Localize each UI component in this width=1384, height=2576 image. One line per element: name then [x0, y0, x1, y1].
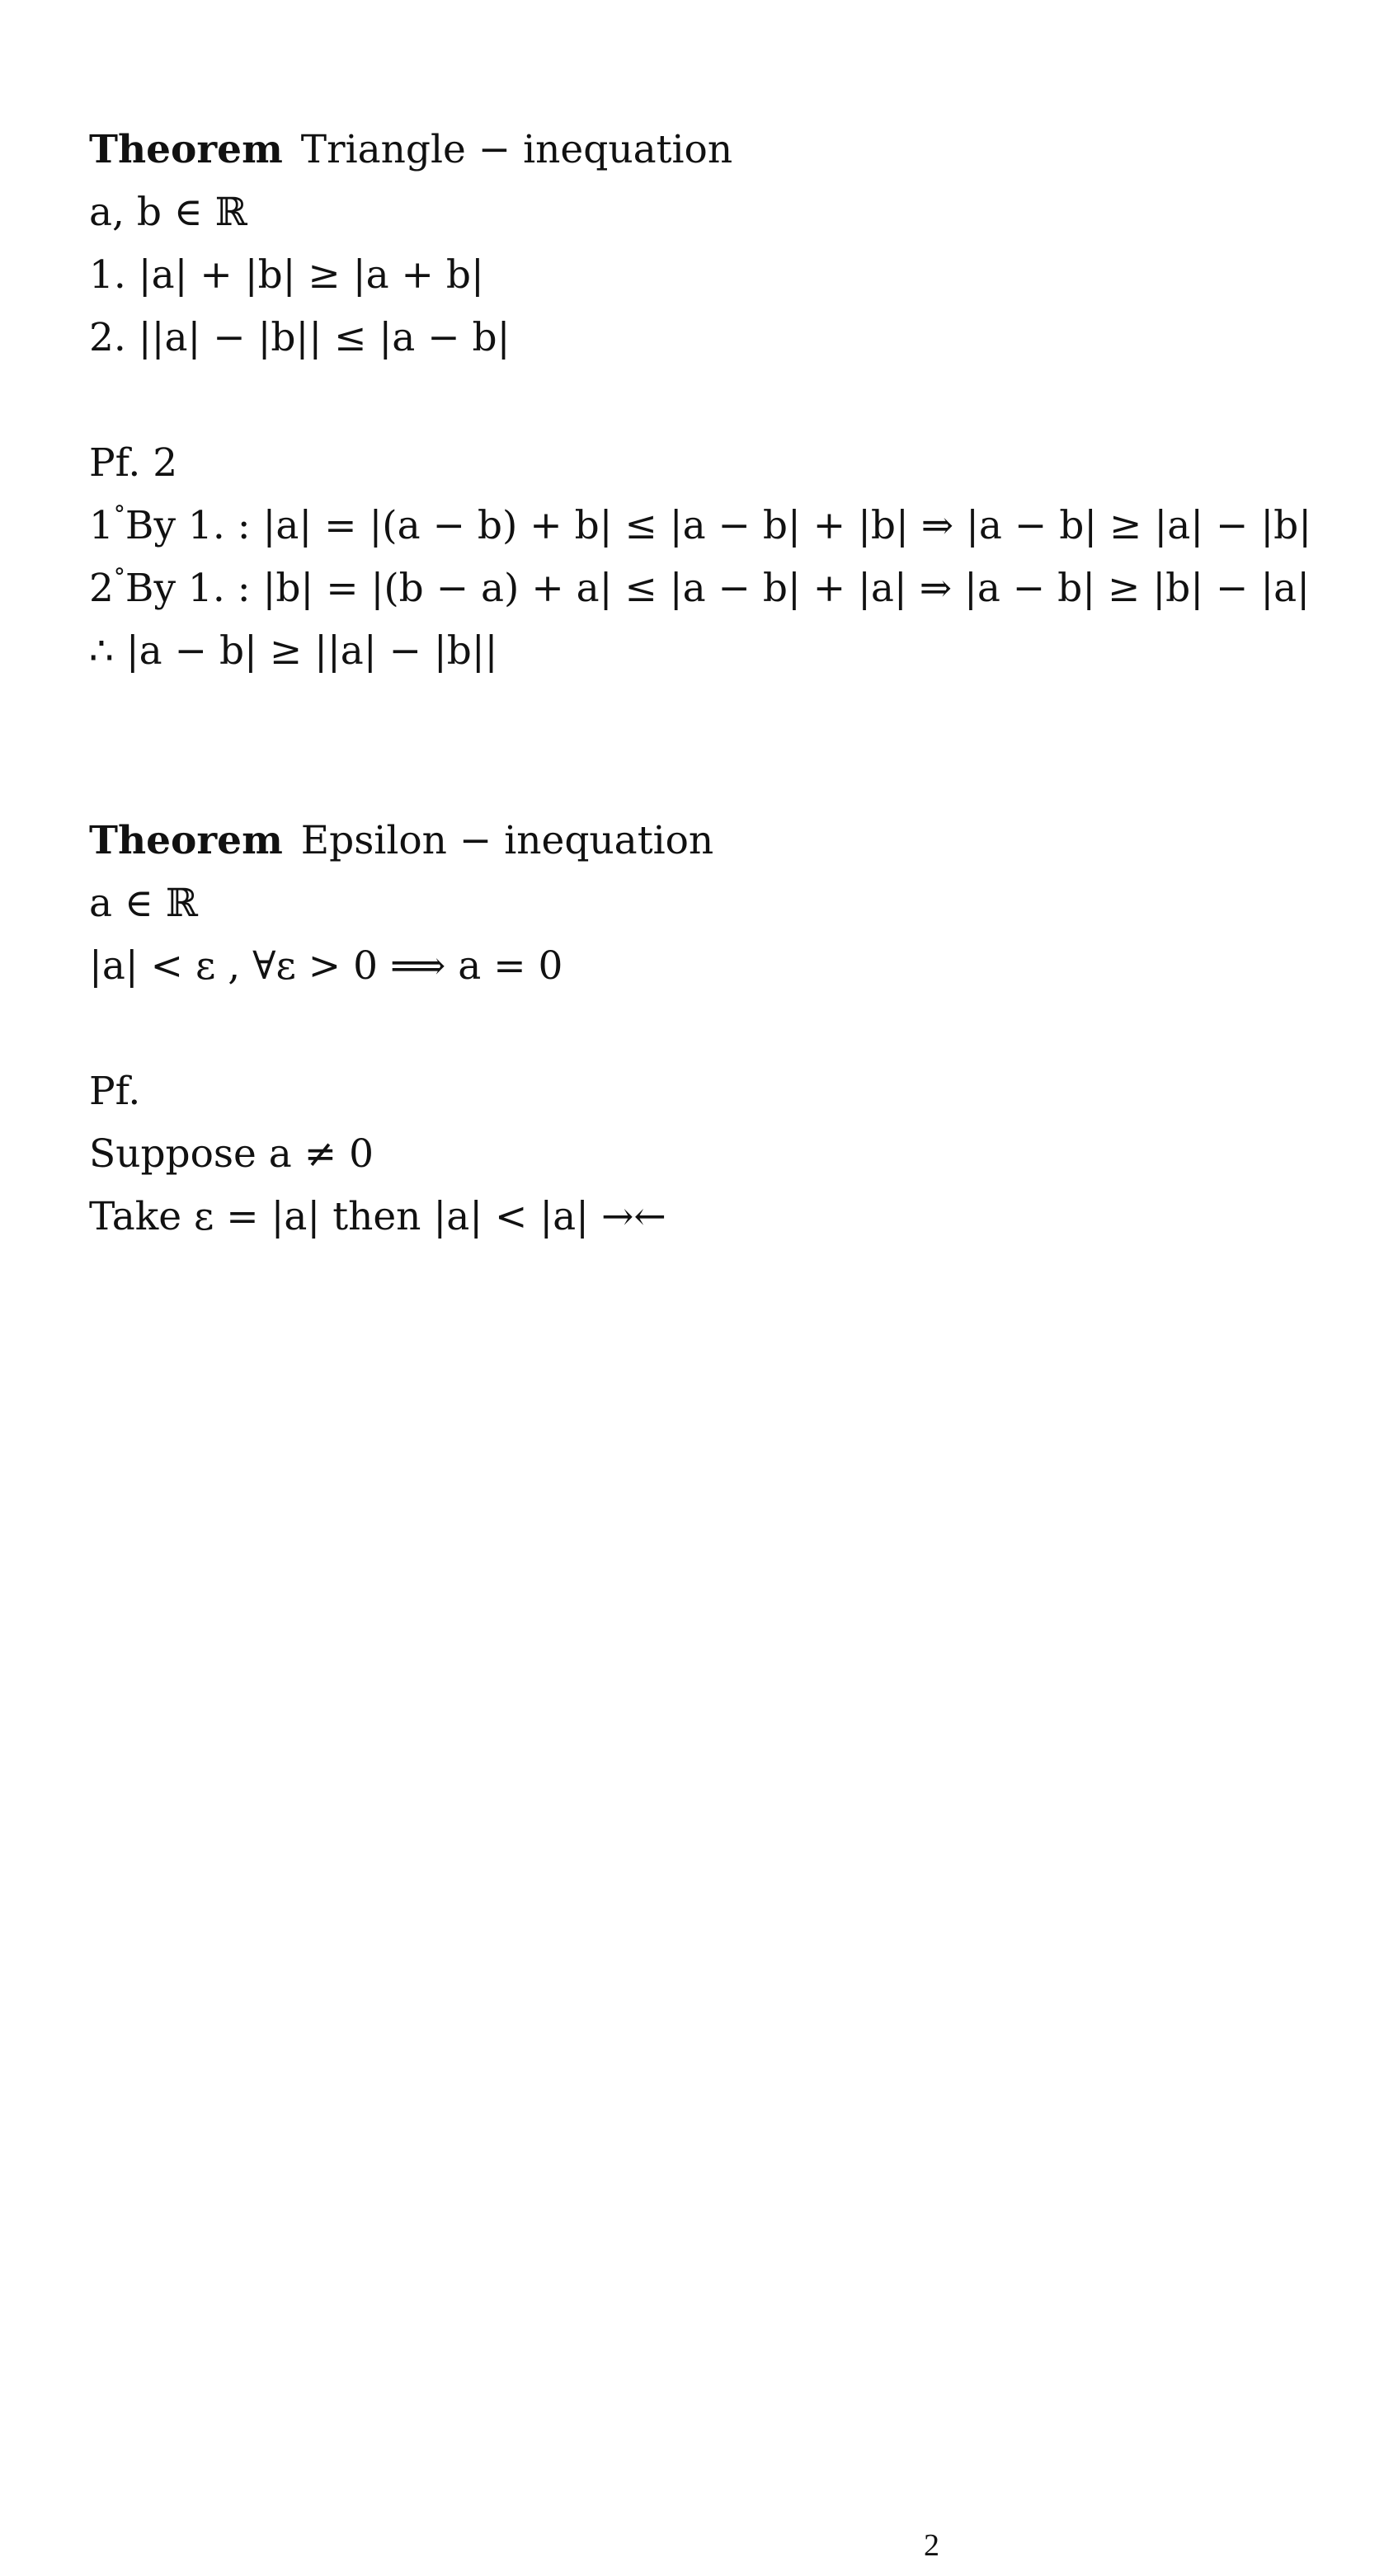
theorem-heading: [89, 816, 713, 866]
theorem-keyword: Theorem: [89, 127, 283, 172]
theorem-keyword: Theorem: [89, 818, 283, 863]
degree-mark: °: [113, 501, 125, 528]
theorem-heading: [89, 125, 732, 175]
theorem-statement: |a| < ε , ∀ε > 0 ⟹ a = 0: [89, 943, 563, 989]
proof-step-2: [89, 564, 1310, 618]
step-text: By 1. : |a| = |(a − b) + b| ≤ |a − b| + |b| ⇒ |a − b| ≥ |a| − |b|: [125, 503, 1312, 548]
theorem-name: Triangle − inequation: [300, 127, 733, 172]
theorem-domain: a, b ∈ ℝ: [89, 190, 247, 235]
theorem-item-2: 2. ||a| − |b|| ≤ |a − b|: [89, 315, 511, 360]
theorem-name: Epsilon − inequation: [300, 818, 714, 863]
page-number: 2: [924, 2528, 939, 2563]
step-number: 2: [89, 566, 114, 611]
proof-step-1: [89, 501, 1311, 556]
step-number: 1: [89, 503, 114, 548]
proof-line-1: Suppose a ≠ 0: [89, 1131, 374, 1177]
degree-mark: °: [113, 563, 125, 590]
step-text: By 1. : |b| = |(b − a) + a| ≤ |a − b| + |a| ⇒ |a − b| ≥ |b| − |a|: [125, 566, 1311, 611]
proof-conclusion: ∴ |a − b| ≥ ||a| − |b||: [89, 628, 498, 674]
theorem-domain: a ∈ ℝ: [89, 881, 198, 926]
proof-title: Pf. 2: [89, 440, 178, 486]
proof-line-2: Take ε = |a| then |a| < |a| →←: [89, 1194, 666, 1239]
proof-title: Pf.: [89, 1069, 141, 1114]
theorem-item-1: 1. |a| + |b| ≥ |a + b|: [89, 252, 484, 298]
